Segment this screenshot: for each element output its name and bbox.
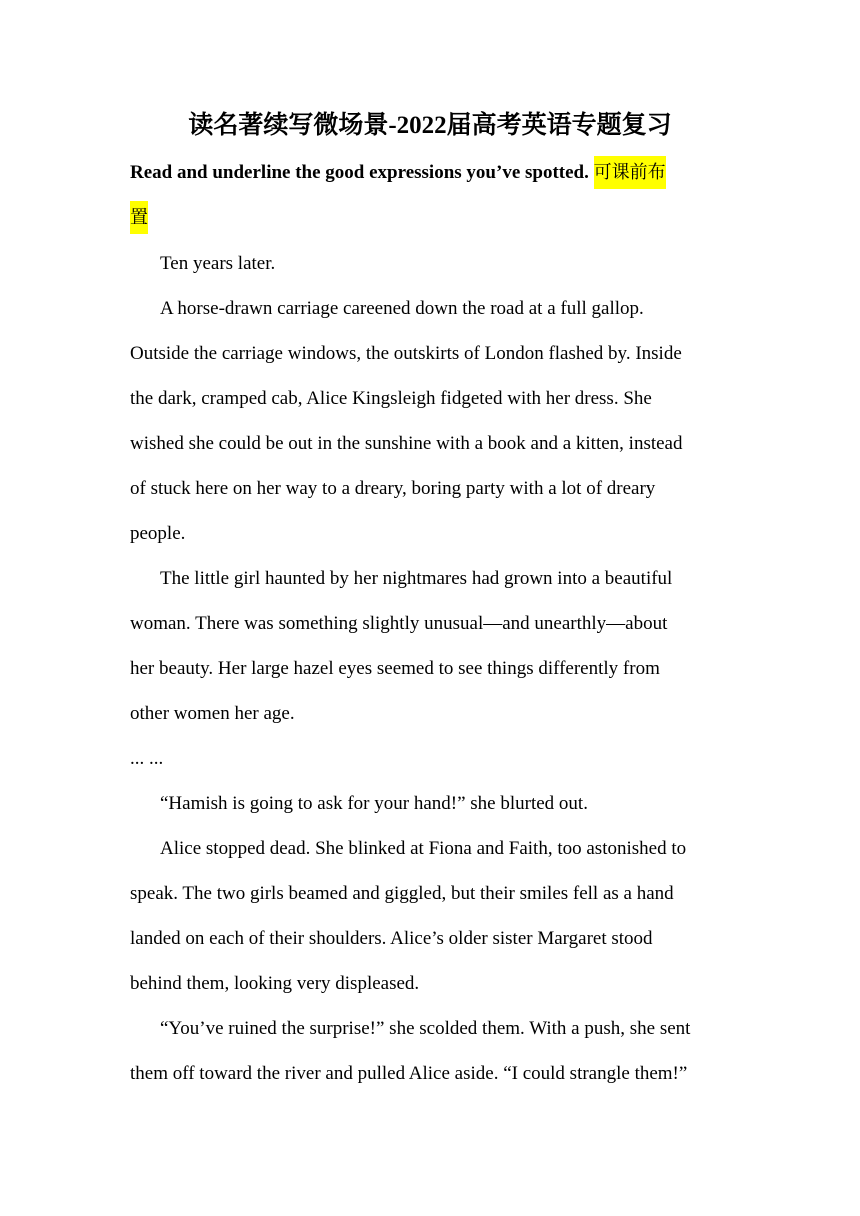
instruction-text: Read and underline the good expressions you’ve spotted. [130,162,589,183]
paragraph-line: woman. There was something slightly unusual—and unearthly—about [130,613,668,634]
paragraph-line: the dark, cramped cab, Alice Kingsleigh fidgeted with her dress. She [130,388,652,409]
paragraph-line: Outside the carriage windows, the outskirts of London flashed by. Inside [130,343,682,364]
ellipsis-line: ... ... [130,748,164,769]
paragraph-line: them off toward the river and pulled Alice aside. “I could strangle them!” [130,1063,688,1084]
paragraph-line: people. [130,523,186,544]
paragraph-line: Ten years later. [160,253,276,274]
paragraph-line: A horse-drawn carriage careened down the road at a full gallop. [160,298,644,319]
paragraph-line: wished she could be out in the sunshine with a book and a kitten, instead [130,433,683,454]
paragraph-line: “You’ve ruined the surprise!” she scolded them. With a push, she sent [160,1018,691,1039]
paragraph-line: “Hamish is going to ask for your hand!” she blurted out. [160,793,588,814]
instruction-line [130,150,730,240]
paragraph-line: of stuck here on her way to a dreary, boring party with a lot of dreary [130,478,656,499]
paragraph-line: The little girl haunted by her nightmares had grown into a beautiful [160,568,673,589]
paragraph-line: other women her age. [130,703,295,724]
highlight-note-continued: 置 [130,201,148,234]
paragraph-line: her beauty. Her large hazel eyes seemed to see things differently from [130,658,660,679]
paragraph-line: landed on each of their shoulders. Alice’s older sister Margaret stood [130,928,653,949]
highlight-note: 可课前布 [594,156,666,189]
paragraph-line: speak. The two girls beamed and giggled, but their smiles fell as a hand [130,883,674,904]
paragraph-line: Alice stopped dead. She blinked at Fiona and Faith, too astonished to [160,838,687,859]
document-title: 读名著续写微场景-2022届高考英语专题复习 [188,112,672,139]
paragraph-line: behind them, looking very displeased. [130,973,420,994]
